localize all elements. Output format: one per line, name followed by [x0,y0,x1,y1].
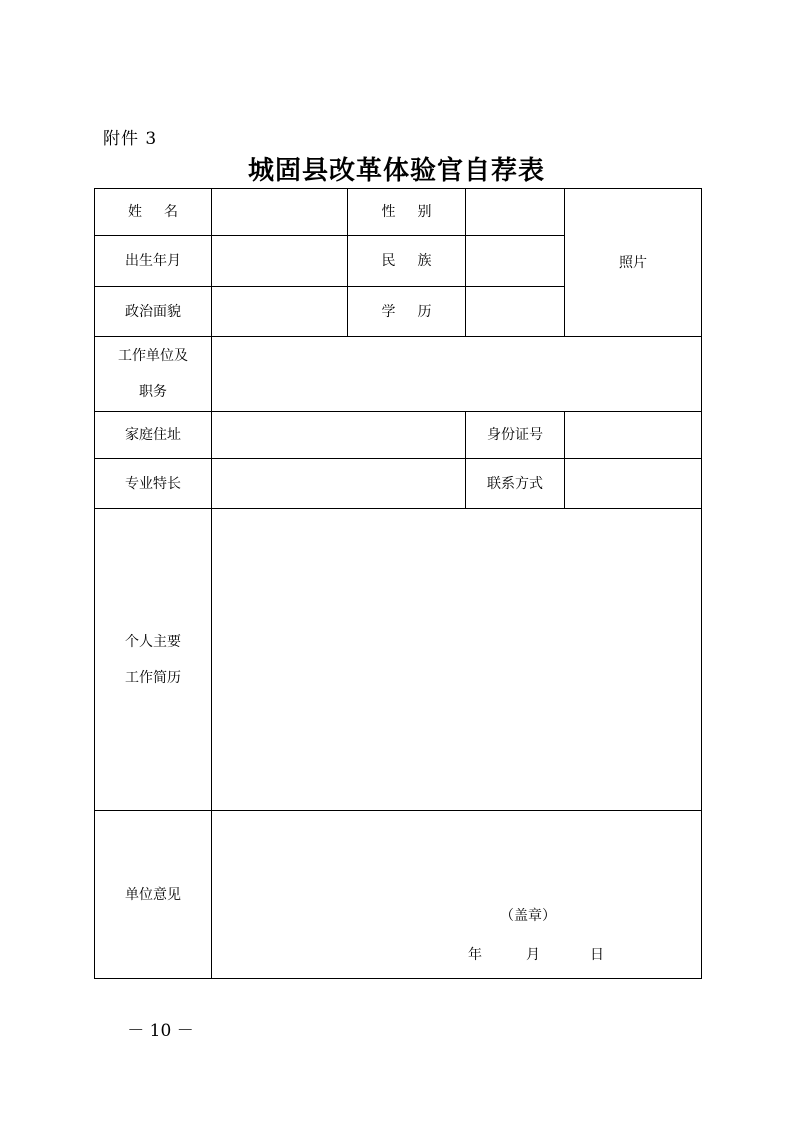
form-title: 城固县改革体验官自荐表 [247,156,545,186]
self-recommendation-form [94,188,702,979]
workplace-label: 工作单位及 职务 [95,337,212,412]
address-field[interactable] [212,412,466,459]
attachment-label: 附件 3 [103,129,158,149]
political-status-label: 政治面貌 [95,287,212,337]
id-number-field[interactable] [565,412,702,459]
date-month-label: 月 [526,947,540,963]
gender-label: 性 别 [348,189,466,236]
birth-field[interactable] [212,236,348,287]
stamp-label: （盖章） [500,908,556,924]
name-field[interactable] [212,189,348,236]
ethnicity-label: 民 族 [348,236,466,287]
education-field[interactable] [466,287,565,337]
unit-opinion-label: 单位意见 [95,811,212,979]
photo-label: 照片 [619,254,647,271]
workplace-field[interactable] [212,337,702,412]
resume-label: 个人主要 工作简历 [95,509,212,811]
contact-label: 联系方式 [466,459,565,509]
ethnicity-field[interactable] [466,236,565,287]
contact-field[interactable] [565,459,702,509]
education-label: 学 历 [348,287,466,337]
id-number-label: 身份证号 [466,412,565,459]
address-label: 家庭住址 [95,412,212,459]
specialty-label: 专业特长 [95,459,212,509]
specialty-field[interactable] [212,459,466,509]
name-label: 姓 名 [95,189,212,236]
gender-field[interactable] [466,189,565,236]
page-number: － 10 － [127,1021,194,1041]
date-day-label: 日 [590,947,604,963]
date-year-label: 年 [468,947,482,963]
photo-cell[interactable] [565,189,702,337]
resume-field[interactable] [212,509,702,811]
birth-label: 出生年月 [95,236,212,287]
political-status-field[interactable] [212,287,348,337]
unit-opinion-field[interactable] [212,811,702,979]
